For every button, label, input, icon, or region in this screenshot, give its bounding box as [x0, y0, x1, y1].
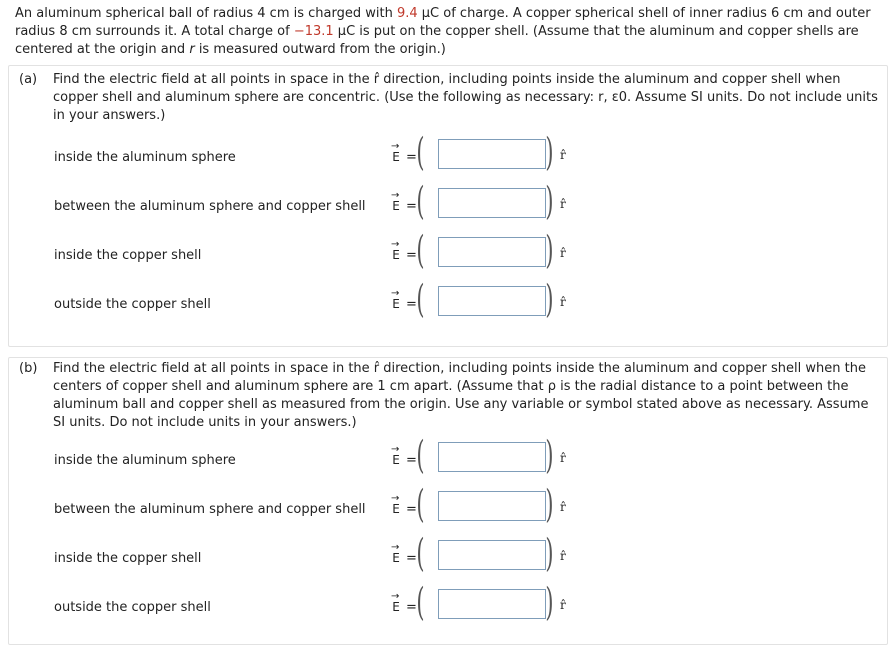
part-a-label: (a) — [19, 72, 38, 87]
intro-text-2: μC of charge. A copper spherical shell of inner radius 6 cm and outer radius 8 cm surrounds it. A total charge of — [15, 6, 871, 39]
right-paren: ) — [545, 130, 554, 174]
left-paren: ( — [416, 277, 425, 321]
aluminum-charge-value: 9.4 — [396, 6, 418, 21]
unit-vector-r-hat: r̂ — [560, 295, 566, 309]
answer-row — [9, 228, 887, 276]
equals-sign: = — [406, 150, 417, 165]
left-paren: ( — [416, 580, 425, 624]
region-label: inside the copper shell — [54, 551, 202, 566]
region-label: inside the aluminum sphere — [54, 150, 236, 165]
answer-row — [9, 433, 887, 481]
answer-input-a2[interactable] — [438, 188, 546, 218]
vector-arrow-icon: → — [391, 493, 400, 504]
answer-row — [9, 531, 887, 579]
right-paren: ) — [545, 228, 554, 272]
answer-row — [9, 277, 887, 325]
left-paren: ( — [416, 531, 425, 575]
part-b-label: (b) — [19, 361, 38, 376]
equals-sign: = — [406, 551, 417, 566]
answer-row — [9, 580, 887, 628]
unit-vector-r-hat: r̂ — [560, 549, 566, 563]
unit-vector-r-hat: r̂ — [560, 598, 566, 612]
left-paren: ( — [416, 179, 425, 223]
right-paren: ) — [545, 277, 554, 321]
electric-field-vector: → E — [391, 288, 400, 311]
region-label: between the aluminum sphere and copper shell — [54, 199, 366, 214]
vector-arrow-icon: → — [391, 591, 400, 602]
intro-text-3: μC is put on the copper shell. (Assume that the aluminum and copper shells are centered at the origin and — [15, 24, 859, 57]
left-paren: ( — [416, 433, 425, 477]
region-label: outside the copper shell — [54, 297, 211, 312]
answer-input-b4[interactable] — [438, 589, 546, 619]
electric-field-vector: → E — [391, 591, 400, 614]
unit-vector-r-hat: r̂ — [560, 451, 566, 465]
right-paren: ) — [545, 482, 554, 526]
equals-sign: = — [406, 453, 417, 468]
vector-arrow-icon: → — [391, 288, 400, 299]
part-b-question: Find the electric field at all points in space in the r̂ direction, including points inside the aluminum and copper shell when the centers of copper shell and aluminum sphere are 1 cm apart. (Assume that ρ is the radial distance to a point between the aluminum ball and copper shell as measured from the origin. Use any variable or symbol stated above as necessary. Assume SI units. Do not include units in your answers.) — [53, 361, 869, 430]
unit-vector-r-hat: r̂ — [560, 148, 566, 162]
vector-arrow-icon: → — [391, 239, 400, 250]
vector-arrow-icon: → — [391, 542, 400, 553]
equals-sign: = — [406, 297, 417, 312]
unit-vector-r-hat: r̂ — [560, 197, 566, 211]
answer-row — [9, 130, 887, 178]
unit-vector-r-hat: r̂ — [560, 246, 566, 260]
region-label: between the aluminum sphere and copper shell — [54, 502, 366, 517]
electric-field-vector: → E — [391, 444, 400, 467]
vector-arrow-icon: → — [391, 190, 400, 201]
answer-input-a3[interactable] — [438, 237, 546, 267]
region-label: inside the copper shell — [54, 248, 202, 263]
region-label: outside the copper shell — [54, 600, 211, 615]
electric-field-vector: → E — [391, 239, 400, 262]
intro-text-1: An aluminum spherical ball of radius 4 cm is charged with — [15, 6, 397, 21]
answer-input-b3[interactable] — [438, 540, 546, 570]
problem-statement — [15, 5, 885, 59]
right-paren: ) — [545, 433, 554, 477]
part-a-panel — [8, 65, 888, 347]
electric-field-vector: → E — [391, 493, 400, 516]
answer-input-b2[interactable] — [438, 491, 546, 521]
equals-sign: = — [406, 502, 417, 517]
equals-sign: = — [406, 199, 417, 214]
electric-field-vector: → E — [391, 190, 400, 213]
answer-input-a4[interactable] — [438, 286, 546, 316]
intro-text-4: is measured outward from the origin.) — [194, 42, 446, 57]
copper-charge-value: −13.1 — [293, 24, 334, 39]
region-label: inside the aluminum sphere — [54, 453, 236, 468]
unit-vector-r-hat: r̂ — [560, 500, 566, 514]
answer-row — [9, 482, 887, 530]
equals-sign: = — [406, 600, 417, 615]
answer-input-a1[interactable] — [438, 139, 546, 169]
left-paren: ( — [416, 228, 425, 272]
electric-field-vector: → E — [391, 141, 400, 164]
part-a-question: Find the electric field at all points in space in the r̂ direction, including points inside the aluminum and copper shell when copper shell and aluminum sphere are concentric. (Use the following as necessary: r, ε0. Assume SI units. Do not include units in your answers.) — [53, 72, 878, 123]
part-b-panel — [8, 357, 888, 645]
electric-field-vector: → E — [391, 542, 400, 565]
left-paren: ( — [416, 482, 425, 526]
right-paren: ) — [545, 531, 554, 575]
left-paren: ( — [416, 130, 425, 174]
equals-sign: = — [406, 248, 417, 263]
answer-input-b1[interactable] — [438, 442, 546, 472]
vector-arrow-icon: → — [391, 141, 400, 152]
vector-arrow-icon: → — [391, 444, 400, 455]
right-paren: ) — [545, 179, 554, 223]
answer-row — [9, 179, 887, 227]
r-variable: r — [189, 42, 195, 57]
right-paren: ) — [545, 580, 554, 624]
